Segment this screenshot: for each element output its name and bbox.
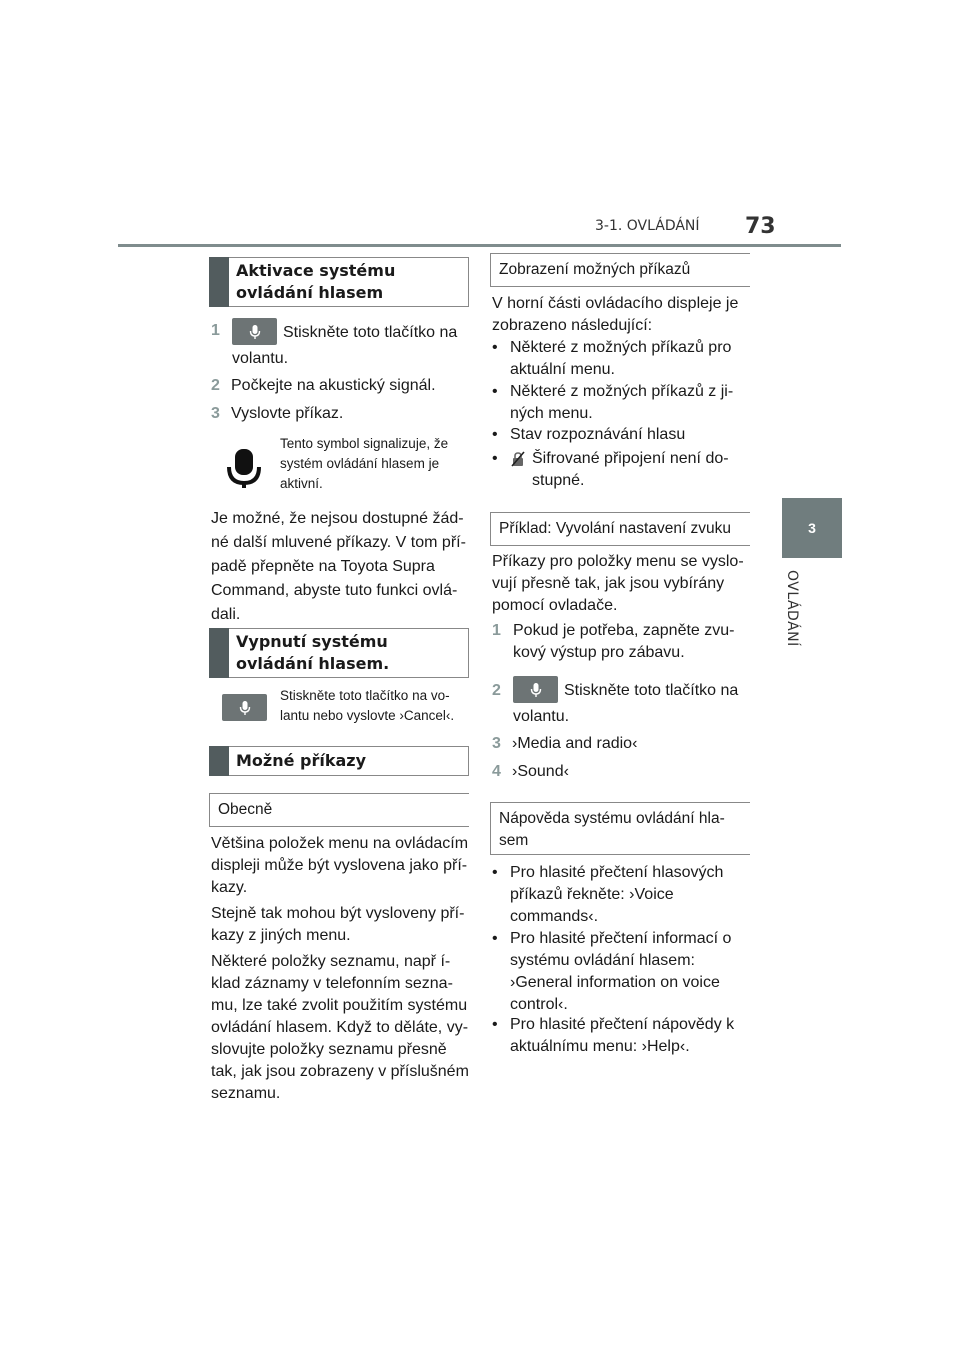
heading-activate [209,257,469,307]
lock-crossed-icon [510,451,526,467]
para-menu-items: Většina položek menu na ovládacím displeji může být vyslovena jako pří-kazy. [211,835,469,896]
step-3: 3 Vyslovte příkaz. [211,405,344,422]
step-1: 1 [211,322,220,339]
example-step-2: 2 [492,682,501,699]
deactivate-note: Stiskněte toto tlačítko na vo-lantu nebo vyslovte ›Cancel‹. [280,688,455,723]
list-item: • Šifrované připojení není do-stupné. [492,450,729,489]
page-number: 73 [745,214,776,239]
para-unavailable: Je možné, že nejsou dostupné žád-né další mluvené příkazy. V tom pří-padě přepněte na Toyota Supra Command, abyste tuto funkci ovlá-dali. [211,510,466,623]
voice-button-image-2 [222,694,267,721]
list-item: • Některé z možných příkazů z ji-ných menu. [492,383,734,422]
voice-active-symbol [223,447,265,494]
step-1-text: Stiskněte toto tlačítko na [283,324,458,341]
list-item: • Některé z možných příkazů pro aktuální menu. [492,339,732,378]
microphone-icon [249,324,261,340]
microphone-icon [530,682,542,698]
example-step-2-cont: volantu. [513,708,570,725]
chapter-tab-label-wrap [770,570,830,770]
para-display: V horní části ovládacího displeje je zobrazeno následující: [492,295,739,334]
para-other-menus: Stejně tak mohou být vysloveny pří-kazy z jiných menu. [211,905,465,944]
subheading-help: Nápověda systému ovládání hla-sem [490,802,750,855]
heading-deactivate-text: Vypnutí systému ovládání hlasem. [236,632,390,673]
symbol-note: Tento symbol signalizuje, že systém ovládání hlasem je aktivní. [280,436,449,491]
heading-deactivate [209,628,469,678]
chapter-tab-number: 3 [782,498,842,558]
list-item: • Pro hlasité přečtení informací o systému ovládání hlasem: ›General information on voice control‹. [492,930,732,1013]
subheading-example: Příklad: Vyvolání nastavení zvuku [490,512,750,546]
example-step-2-text: Stiskněte toto tlačítko na [564,682,739,699]
subheading-display: Zobrazení možných příkazů [490,253,750,287]
list-item: • Pro hlasité přečtení hlasových příkazů řekněte: ›Voice commands‹. [492,864,724,925]
step-2: 2 Počkejte na akustický signál. [211,377,436,394]
chapter-title: 3-1. OVLÁDÁNÍ [595,218,700,234]
para-example: Příkazy pro položky menu se vyslo-vují přesně tak, jak jsou vybírány pomocí ovladače. [492,553,744,614]
heading-activate-text: Aktivace systému ovládání hlasem [236,261,396,302]
para-list-items: Některé položky seznamu, např í-klad záznamy v telefonním sezna-mu, lze také zvolit použitím systému ovládání hlasem. Když to děláte, vy-slovujte položky seznamu přesně tak, jak jsou zobrazeny v příslušném seznamu. [211,953,469,1102]
chapter-tab-label: OVLÁDÁNÍ [784,570,800,647]
subheading-general: Obecně [209,793,469,827]
microphone-large-icon [223,447,265,489]
microphone-icon [239,700,251,716]
example-step-4: 4 ›Sound‹ [492,763,569,780]
heading-commands-text: Možné příkazy [236,751,367,770]
example-step-3: 3 ›Media and radio‹ [492,735,638,752]
step-1-cont: volantu. [232,350,289,367]
list-item: • Stav rozpoznávání hlasu [492,426,686,443]
heading-commands [209,746,469,776]
voice-button-image-3 [513,676,558,703]
header-rule [118,244,841,247]
list-item: • Pro hlasité přečtení nápovědy k aktuálnímu menu: ›Help‹. [492,1016,735,1055]
voice-button-image [232,318,277,345]
